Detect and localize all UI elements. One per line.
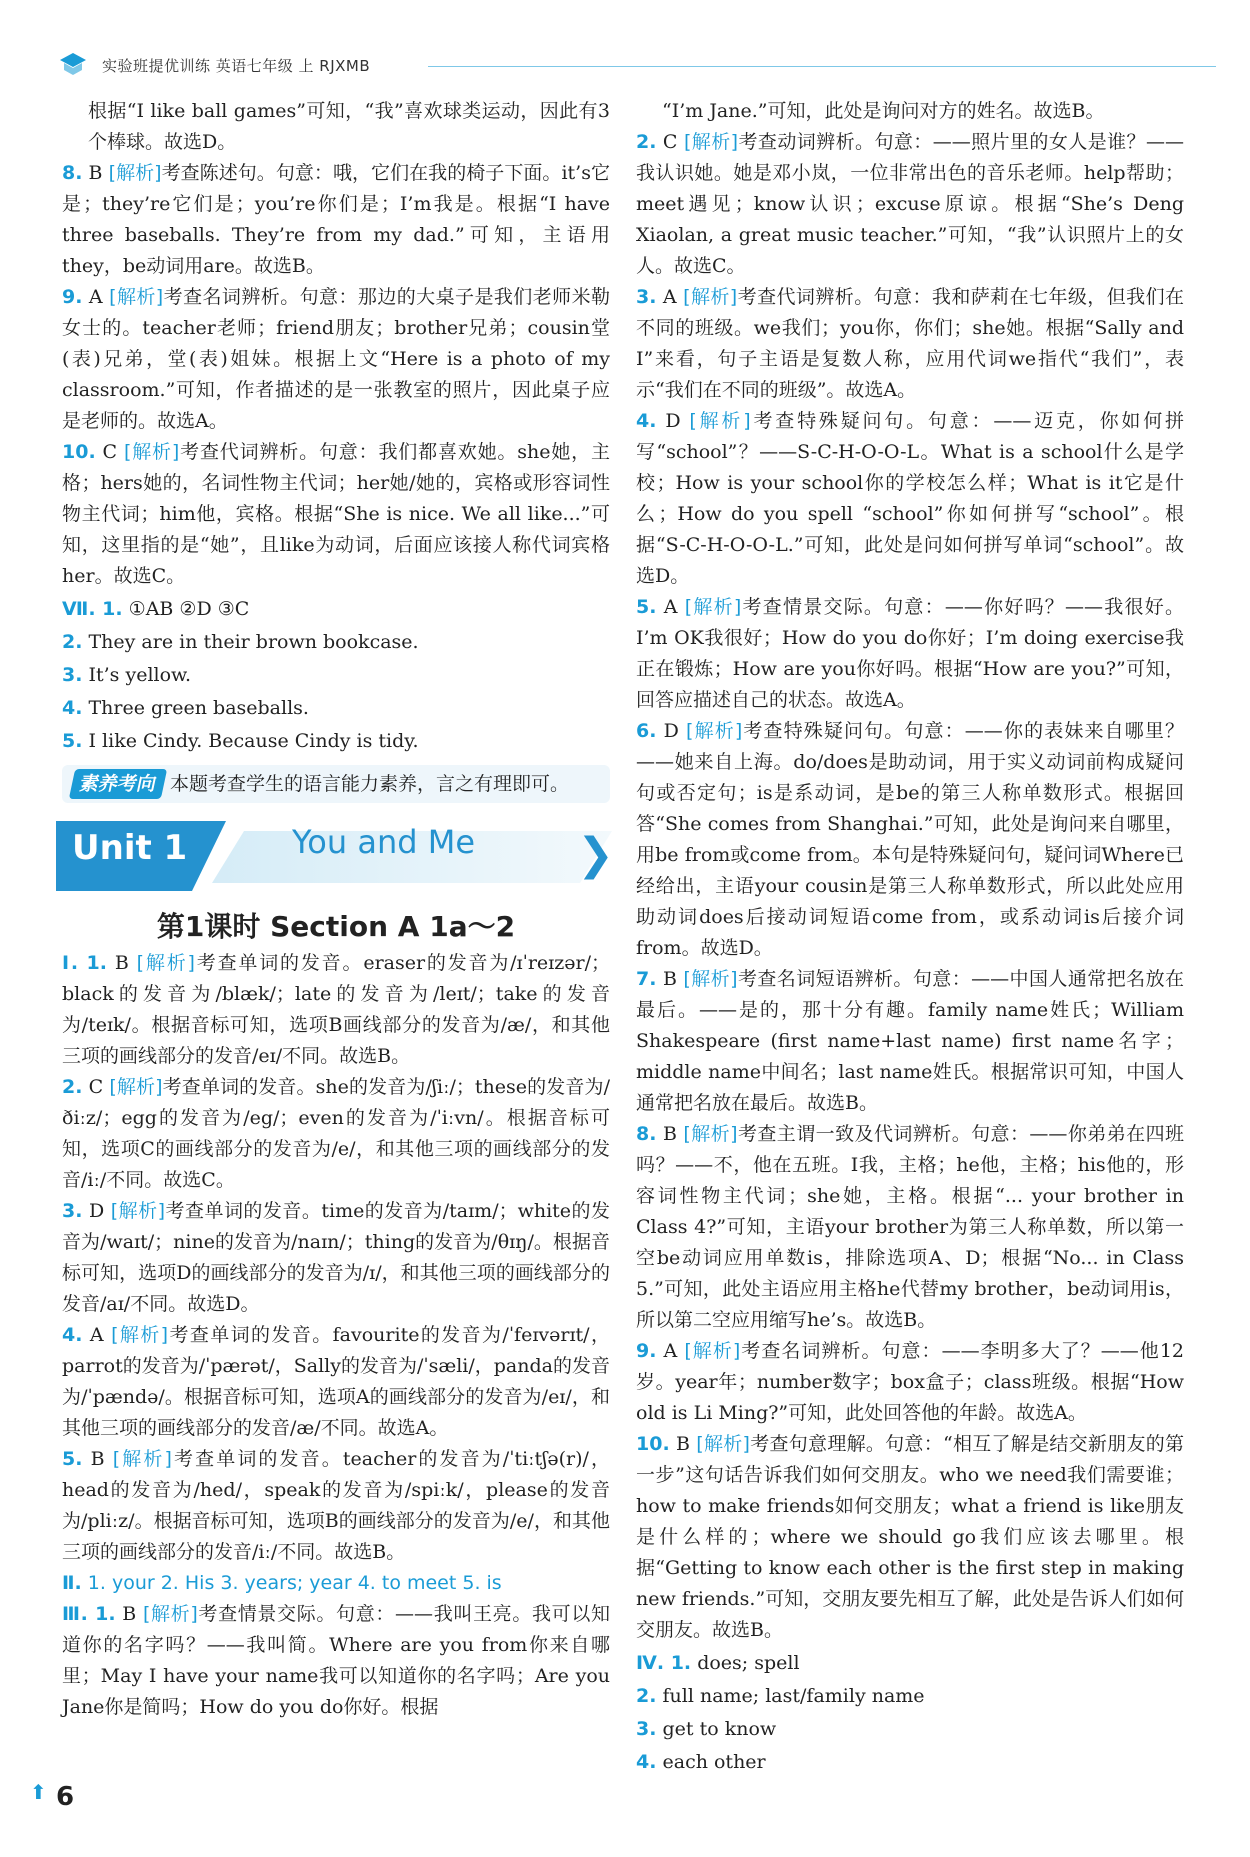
short-answer (636, 1648, 1184, 1679)
page-footer (30, 1780, 90, 1820)
section-i-answers (62, 948, 610, 1568)
jiexi-tag: [解析] (123, 441, 180, 463)
answer-item (62, 1196, 610, 1320)
page-header (58, 50, 1188, 80)
explanation-text: 考查情景交际。句意：——你好吗？——我很好。I’m OK我很好；How do you do你好；I’m doing exercise我正在锻炼；How are you你好吗。根据“How are you?”可知，回答应描述自己的状态。故选A。 (636, 596, 1184, 711)
item-number: 8. (636, 1123, 657, 1145)
jiexi-tag: [解析] (108, 162, 162, 184)
answer-item (636, 716, 1184, 964)
item-number: 3. (62, 664, 83, 686)
short-answer (62, 594, 610, 625)
explanation-text: 考查代词辨析。句意：我和萨莉在七年级，但我们在不同的班级。we我们；you你，你们；she她。根据“Sally and I”来看，句子主语是复数人称，应用代词we指代“我们”，表示“我们在不同的班级”。故选A。 (636, 286, 1184, 401)
suyang-badge: 素养考向 (69, 769, 167, 799)
item-number: 2. (62, 631, 83, 653)
suyang-text: 本题考查学生的语言能力素养，言之有理即可。 (170, 773, 570, 795)
section-iii-item-1: Ⅲ. 1. B [解析]考查情景交际。句意：——我叫王亮。我可以知道你的名字吗？——我叫简。Where are you from你来自哪里；May I have your name我可以知道你的名字吗；Are you Jane你是简吗；How do you do你好。根据 (62, 1603, 610, 1718)
item-number: 2. (636, 1685, 657, 1707)
answer-choice: B (88, 162, 103, 184)
jiexi-tag: [解析] (109, 1076, 163, 1098)
item-number: Ⅳ. 1. (636, 1652, 692, 1674)
answer-item (62, 282, 610, 437)
answer-choice: D (663, 720, 679, 742)
answer-text: I like Cindy. Because Cindy is tidy. (88, 730, 419, 752)
section-title: 第1课时 Section A 1a～2 (156, 910, 516, 943)
jiexi-tag: [解析] (684, 596, 742, 618)
explanation-text: 考查单词的发音。favourite的发音为/ˈfeɪvərɪt/，parrot的发音为/ˈpærət/，Sally的发音为/ˈsæli/，panda的发音为/ˈpændə/。根据音标可知，选项A的画线部分的发音为/eɪ/，和其他三项的画线部分的发音/æ/不同。故选A。 (62, 1324, 610, 1439)
continued-text-right: “I’m Jane.”可知，此处是询问对方的姓名。故选B。 (662, 100, 1105, 122)
answer-choice: A (662, 286, 677, 308)
jiexi-tag: [解析] (686, 720, 743, 742)
answer-text: does; spell (697, 1652, 800, 1674)
answer-choice: C (662, 131, 678, 153)
jiexi-tag: [解析] (684, 1340, 741, 1362)
item-number: 2. (62, 1076, 83, 1098)
item-number: 3. (62, 1200, 83, 1222)
answer-choice: B (676, 1433, 690, 1455)
item-number: 7. (636, 968, 657, 990)
answer-choice: B (114, 952, 129, 974)
answer-text: They are in their brown bookcase. (88, 631, 419, 653)
explanation-text: 考查主谓一致及代词辨析。句意：——你弟弟在四班吗？——不，他在五班。I我，主格；he他，主格；his他的，形容词性物主代词；she她，主格。根据“... your brother in Class 4?”可知，主语your brother为第三人称单数，所以第一空be动词应用单数is，排除选项A、D；根据“No... in Class 5.”可知，此处主语应用主格he代替my brother，be动词用is，所以第二空应用缩写he’s。故选B。 (636, 1123, 1185, 1331)
answer-item (62, 158, 610, 282)
answer-text: get to know (662, 1718, 777, 1740)
answer-choice: A (88, 286, 103, 308)
answer-choice: D (88, 1200, 105, 1222)
item-number: 2. (636, 131, 657, 153)
short-answer (636, 1714, 1184, 1745)
answer-item (62, 948, 610, 1072)
right-answer-list (636, 127, 1184, 1646)
item-number: 5. (636, 596, 657, 618)
answer-text: ①AB ②D ③C (128, 598, 250, 620)
item-number: 9. (62, 286, 83, 308)
answer-item (636, 127, 1184, 282)
jiexi-tag: [解析] (683, 1123, 738, 1145)
suyang-note (62, 765, 610, 803)
jiexi-tag: [解析] (111, 1324, 169, 1346)
answer-choice: C (88, 1076, 104, 1098)
jiexi-tag: [解析] (696, 1433, 750, 1455)
explanation-text: 考查单词的发音。teacher的发音为/ˈtiːtʃə(r)/，head的发音为/hed/，speak的发音为/spiːk/，please的发音为/pliːz/。根据音标可知，选项B的画线部分的发音为/e/，和其他三项的画线部分的发音/iː/不同。故选B。 (62, 1448, 611, 1563)
jiexi-tag: [解析] (112, 1448, 172, 1470)
answer-choice: A (89, 1324, 104, 1346)
section-vii-answers (62, 594, 610, 757)
answer-choice: B (90, 1448, 105, 1470)
page-number: 6 (56, 1782, 75, 1812)
answer-choice: A (663, 596, 678, 618)
answer-choice: B (662, 1123, 677, 1145)
item-number: 6. (636, 720, 657, 742)
item-number: 4. (62, 1324, 83, 1346)
header-title: 实验班提优训练 英语七年级 上 RJXMB (102, 57, 371, 75)
jiexi-tag: [解析] (683, 131, 739, 153)
header-divider (428, 66, 1216, 67)
item-number: 10. (62, 441, 96, 463)
explanation-text: 考查单词的发音。eraser的发音为/ɪˈreɪzər/；black的发音为/blæk/；late的发音为/leɪt/；take的发音为/teɪk/。根据音标可知，选项B画线部分的发音为/æ/，和其他三项的画线部分的发音/eɪ/不同。故选B。 (62, 952, 610, 1067)
short-answer (62, 726, 610, 757)
short-answer (636, 1747, 1184, 1778)
explanation-text: 考查名词辨析。句意：——李明多大了？——他12岁。year年；number数字；box盒子；class班级。根据“How old is Li Ming?”可知，此处回答他的年龄。故选A。 (636, 1340, 1185, 1424)
short-answer (62, 627, 610, 658)
explanation-text: 考查名词短语辨析。句意：——中国人通常把名放在最后。——是的，那十分有趣。family name姓氏；William Shakespeare (first name+last name) first name名字；middle name中间名；last name姓氏。根据常识可知，中国人通常把名放在最后。故选B。 (636, 968, 1185, 1114)
explanation-text: 考查陈述句。句意：哦，它们在我的椅子下面。it’s它是；they’re它们是；you’re你们是；I’m我是。根据“I have three baseballs. They’re from my dad.”可知，主语用they，be动词用are。故选B。 (62, 162, 611, 277)
item-number: 8. (62, 162, 83, 184)
explanation-text: 考查名词辨析。句意：那边的大桌子是我们老师米勒女士的。teacher老师；friend朋友；brother兄弟；cousin堂(表)兄弟，堂(表)姐妹。根据上文“Here is a photo of my classroom.”可知，作者描述的是一张教室的照片，因此桌子应是老师的。故选A。 (62, 286, 610, 432)
explanation-text: 考查代词辨析。句意：我们都喜欢她。she她，主格；hers她的，名词性物主代词；her她/她的，宾格或形容词性物主代词；him他，宾格。根据“She is nice. We all like...”可知，这里指的是“她”，且like为动词，后面应该接人称代词宾格her。故选C。 (62, 441, 610, 587)
answer-item (636, 1336, 1184, 1429)
item-number: 4. (636, 1751, 657, 1773)
answer-choice: A (663, 1340, 678, 1362)
answer-item (636, 282, 1184, 406)
answer-item (636, 1119, 1184, 1336)
explanation-text: 考查特殊疑问句。句意：——迈克，你如何拼写“school”？——S-C-H-O-O-L。What is a school什么是学校；How is your school你的学校怎么样；What is it它是什么；How do you spell “school”你如何拼写“school”。根据“S-C-H-O-O-L.”可知，此处是问如何拼写单词“school”。故选D。 (636, 410, 1184, 587)
explanation-text: 考查句意理解。句意：“相互了解是结交新朋友的第一步”这句话告诉我们如何交朋友。who we need我们需要谁；how to make friends如何交朋友；what a friend is like朋友是什么样的；where we should go我们应该去哪里。根据“Getting to know each other is the first step in making new friends.”可知，交朋友要先相互了解，此处是告诉人们如何交朋友。故选B。 (636, 1433, 1185, 1641)
explanation-text: 考查单词的发音。she的发音为/ʃiː/；these的发音为/ðiːz/；egg的发音为/eg/；even的发音为/ˈiːvn/。根据音标可知，选项C的画线部分的发音为/e/，和其他三项的画线部分的发音/iː/不同。故选C。 (62, 1076, 611, 1191)
jiexi-tag: [解析] (110, 1200, 166, 1222)
answer-choice: D (665, 410, 681, 432)
item-number: Ⅰ. 1. (62, 952, 107, 974)
answer-choice: B (662, 968, 677, 990)
left-column (62, 96, 614, 1723)
item-number: 3. (636, 286, 657, 308)
left-answer-list (62, 158, 610, 592)
answer-item (636, 592, 1184, 716)
answer-item (636, 964, 1184, 1119)
item-number: 4. (636, 410, 657, 432)
answer-item (636, 1429, 1184, 1646)
section-ii-answers: Ⅱ. 1. your 2. His 3. years; year 4. to meet 5. is (62, 1572, 502, 1594)
answer-item (636, 406, 1184, 592)
answer-choice: C (102, 441, 118, 463)
answer-text: It’s yellow. (88, 664, 192, 686)
answer-text: each other (662, 1751, 766, 1773)
jiexi-tag: [解析] (689, 410, 751, 432)
answer-item (62, 437, 610, 592)
item-number: 9. (636, 1340, 657, 1362)
jiexi-tag: [解析] (136, 952, 195, 974)
jiexi-tag: [解析] (109, 286, 164, 308)
section-iv-answers (636, 1648, 1184, 1778)
short-answer (62, 660, 610, 691)
item-number: 4. (62, 697, 83, 719)
item-number: 10. (636, 1433, 670, 1455)
short-answer (62, 693, 610, 724)
item-number: Ⅶ. 1. (62, 598, 123, 620)
item-number: 3. (636, 1718, 657, 1740)
continued-text: 根据“I like ball games”可知，“我”喜欢球类运动，因此有3个棒球。故选D。 (88, 100, 610, 153)
answer-item (62, 1444, 610, 1568)
jiexi-tag: [解析] (683, 968, 738, 990)
explanation-text: 考查单词的发音。time的发音为/taɪm/；white的发音为/waɪt/；nine的发音为/naɪn/；thing的发音为/θɪŋ/。根据音标可知，选项D的画线部分的发音为/ɪ/，和其他三项的画线部分的发音/aɪ/不同。故选D。 (62, 1200, 611, 1315)
explanation-text: 考查特殊疑问句。句意：——你的表妹来自哪里？——她来自上海。do/does是助动词，用于实义动词前构成疑问句或否定句；is是系动词，是be的第三人称单数形式。根据回答“She comes from Shanghai.”可知，此处是询问来自哪里，用be from或come from。本句是特殊疑问句，疑问词Where已经给出，主语your cousin是第三人称单数形式，所以此处应用助动词does后接动词短语come from，或系动词is后接介词from。故选D。 (636, 720, 1184, 959)
answer-item (62, 1320, 610, 1444)
page-arrow-icon: ⬆ (30, 1780, 47, 1804)
answer-item (62, 1072, 610, 1196)
item-number: 5. (62, 1448, 83, 1470)
right-column (636, 96, 1184, 1780)
item-number: 5. (62, 730, 83, 752)
jiexi-tag: [解析] (683, 286, 738, 308)
answer-text: Three green baseballs. (88, 697, 309, 719)
unit-title: You and Me (292, 823, 475, 861)
explanation-text: 考查动词辨析。句意：——照片里的女人是谁？——我认识她。她是邓小岚，一位非常出色的音乐老师。help帮助；meet遇见；know认识；excuse原谅。根据“She’s Deng Xiaolan, a great music teacher.”可知，“我”认识照片上的女人。故选C。 (636, 131, 1184, 277)
unit-label: Unit 1 (72, 828, 188, 868)
unit-banner (62, 821, 614, 891)
chevron-right-icon: ❯ (577, 829, 614, 880)
answer-text: full name; last/family name (662, 1685, 925, 1707)
short-answer (636, 1681, 1184, 1712)
book-logo-icon (58, 50, 88, 80)
